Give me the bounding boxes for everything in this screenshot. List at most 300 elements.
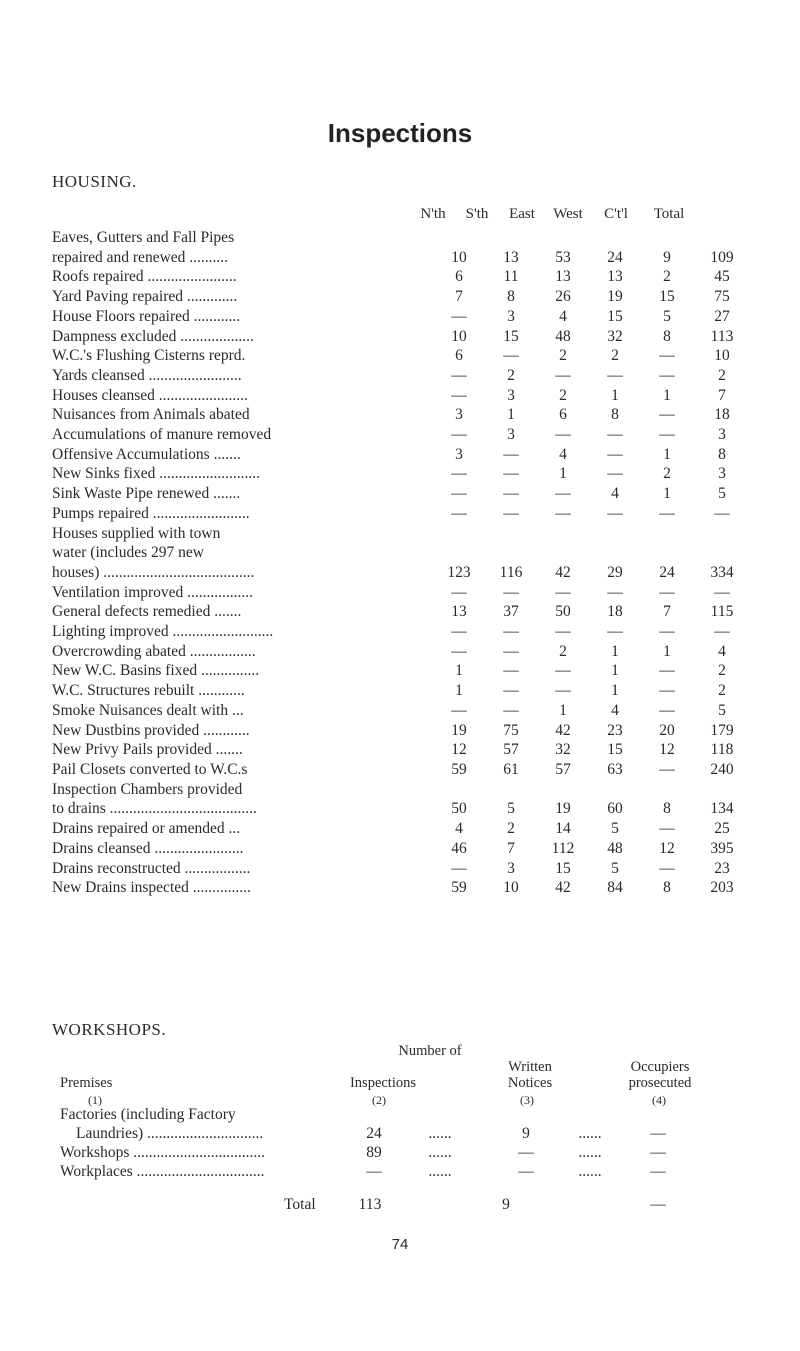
housing-row-label: Pail Closets converted to W.C.s xyxy=(52,760,248,778)
housing-cell: 5 xyxy=(611,859,619,877)
housing-cell xyxy=(537,228,589,248)
housing-cell: 50 xyxy=(555,603,571,621)
housing-cell: 1 xyxy=(611,662,619,680)
ws-dots: ...... xyxy=(578,1125,602,1142)
ws-number-of: Number of xyxy=(398,1043,462,1059)
housing-cell: 12 xyxy=(659,741,675,759)
housing-cell: 23 xyxy=(714,859,730,877)
housing-cell: — xyxy=(659,406,675,424)
page-title: Inspections xyxy=(327,118,473,148)
housing-row xyxy=(52,642,751,662)
housing-cell xyxy=(641,524,693,544)
ws-prosecuted: — xyxy=(650,1125,666,1142)
housing-cell: 5 xyxy=(718,485,726,503)
ws-inspections: — xyxy=(366,1163,382,1180)
housing-cell: 8 xyxy=(663,327,671,345)
housing-cell: 7 xyxy=(507,839,515,857)
housing-cell: 5 xyxy=(507,800,515,818)
housing-row-label: Ventilation improved ................. xyxy=(52,583,254,601)
housing-cell: 18 xyxy=(714,406,730,424)
housing-cell: 3 xyxy=(507,307,515,325)
housing-cell: 3 xyxy=(455,406,463,424)
housing-row xyxy=(52,799,751,819)
housing-cell: 59 xyxy=(451,760,467,778)
housing-cell: 60 xyxy=(607,800,623,818)
housing-cell: 7 xyxy=(663,603,671,621)
housing-row xyxy=(52,661,751,681)
housing-cell: — xyxy=(503,642,519,660)
ws-col-inspections: Inspections xyxy=(349,1075,417,1091)
ws-colnum-4: (4) xyxy=(652,1093,666,1107)
housing-row xyxy=(52,740,751,760)
housing-row xyxy=(52,878,751,898)
ws-dots: ...... xyxy=(428,1144,452,1161)
housing-cell: 84 xyxy=(607,879,623,897)
housing-cell: 50 xyxy=(451,800,467,818)
housing-cell: — xyxy=(555,583,571,601)
housing-cell: 23 xyxy=(607,721,623,739)
housing-cell xyxy=(589,524,641,544)
housing-row-label: Pumps repaired ......................... xyxy=(52,504,250,522)
housing-cell: — xyxy=(503,347,519,365)
ws-total-label: Total xyxy=(284,1196,316,1213)
housing-cell xyxy=(537,780,589,800)
housing-cell: — xyxy=(659,366,675,384)
housing-row xyxy=(52,484,751,504)
housing-row xyxy=(52,819,751,839)
ws-col-notices: Written Notices xyxy=(507,1059,553,1091)
ws-total-notices: 9 xyxy=(502,1196,510,1213)
housing-row xyxy=(52,602,751,622)
housing-cell: — xyxy=(607,623,623,641)
housing-row-label: Nuisances from Animals abated xyxy=(52,406,250,424)
housing-row xyxy=(52,464,751,484)
housing-row-label: New Dustbins provided ............ xyxy=(52,721,250,739)
housing-cell: 1 xyxy=(611,386,619,404)
housing-cell: — xyxy=(607,445,623,463)
housing-table xyxy=(52,228,751,898)
housing-cell: — xyxy=(451,642,467,660)
housing-cell: 1 xyxy=(507,406,515,424)
housing-row-label: Drains reconstructed ................. xyxy=(52,859,251,877)
housing-cell: — xyxy=(607,366,623,384)
housing-cell: 19 xyxy=(451,721,467,739)
housing-cell: — xyxy=(451,366,467,384)
housing-cell: — xyxy=(659,820,675,838)
housing-cell xyxy=(641,780,693,800)
workshops-heading: WORKSHOPS. xyxy=(52,1020,167,1039)
housing-cell xyxy=(485,543,537,563)
housing-row xyxy=(52,267,751,287)
housing-cell: 32 xyxy=(555,741,571,759)
col-west: West xyxy=(553,206,583,222)
housing-cell xyxy=(485,228,537,248)
housing-row xyxy=(52,583,751,603)
housing-row xyxy=(52,405,751,425)
housing-cell: 1 xyxy=(559,701,567,719)
housing-cell: 3 xyxy=(718,426,726,444)
housing-row-label: Smoke Nuisances dealt with ... xyxy=(52,701,244,719)
housing-cell: 334 xyxy=(710,563,734,581)
housing-cell: 46 xyxy=(451,839,467,857)
housing-cell: 15 xyxy=(555,859,571,877)
housing-cell: 10 xyxy=(503,879,519,897)
housing-cell: 18 xyxy=(607,603,623,621)
housing-row-label: Sink Waste Pipe renewed ....... xyxy=(52,485,241,503)
housing-cell: 109 xyxy=(710,248,734,266)
housing-cell: 6 xyxy=(455,268,463,286)
col-south: S'th xyxy=(465,206,489,222)
ws-prosecuted: — xyxy=(650,1144,666,1161)
housing-cell: — xyxy=(607,504,623,522)
housing-cell: — xyxy=(451,426,467,444)
housing-cell: 3 xyxy=(507,426,515,444)
housing-cell xyxy=(641,228,693,248)
housing-cell: 134 xyxy=(710,800,734,818)
page-number: 74 xyxy=(391,1236,409,1253)
housing-cell: 8 xyxy=(663,800,671,818)
housing-cell: — xyxy=(503,701,519,719)
housing-cell: — xyxy=(659,347,675,365)
housing-row xyxy=(52,760,751,780)
housing-cell: — xyxy=(503,504,519,522)
housing-row-label: Accumulations of manure removed xyxy=(52,426,272,444)
housing-cell xyxy=(485,780,537,800)
housing-cell: 42 xyxy=(555,721,571,739)
housing-cell xyxy=(433,524,485,544)
housing-cell: — xyxy=(451,701,467,719)
housing-cell: — xyxy=(451,307,467,325)
housing-cell xyxy=(693,543,751,563)
ws-notices: — xyxy=(518,1163,534,1180)
housing-cell: — xyxy=(503,465,519,483)
housing-cell: — xyxy=(555,485,571,503)
housing-cell: 37 xyxy=(503,603,519,621)
housing-cell xyxy=(641,543,693,563)
housing-cell: — xyxy=(714,504,730,522)
housing-row xyxy=(52,721,751,741)
ws-prosecuted: — xyxy=(650,1163,666,1180)
housing-cell: 15 xyxy=(607,307,623,325)
housing-cell: 29 xyxy=(607,563,623,581)
housing-row-label: Roofs repaired ....................... xyxy=(52,268,237,286)
housing-cell: 26 xyxy=(555,288,571,306)
housing-row xyxy=(52,327,751,347)
ws-dots: ...... xyxy=(578,1144,602,1161)
ws-dots: ...... xyxy=(428,1125,452,1142)
housing-row-label: New Drains inspected ............... xyxy=(52,879,251,897)
housing-cell: 2 xyxy=(611,347,619,365)
housing-cell: — xyxy=(607,426,623,444)
ws-row-label: Workplaces ................................. xyxy=(60,1163,265,1180)
housing-cell: 5 xyxy=(611,820,619,838)
housing-cell: 24 xyxy=(607,248,623,266)
housing-cell: — xyxy=(555,366,571,384)
housing-cell: 2 xyxy=(718,662,726,680)
housing-row xyxy=(52,228,751,248)
housing-cell: — xyxy=(451,485,467,503)
housing-cell: 5 xyxy=(663,307,671,325)
housing-cell xyxy=(589,228,641,248)
housing-cell: 1 xyxy=(663,642,671,660)
housing-cell: — xyxy=(503,583,519,601)
housing-cell: — xyxy=(714,623,730,641)
housing-cell: 4 xyxy=(559,445,567,463)
housing-cell xyxy=(693,228,751,248)
housing-cell: 13 xyxy=(451,603,467,621)
housing-cell: 1 xyxy=(663,445,671,463)
housing-cell: 112 xyxy=(551,839,575,857)
housing-cell: 48 xyxy=(555,327,571,345)
housing-cell: 8 xyxy=(507,288,515,306)
housing-cell: 395 xyxy=(710,839,734,857)
housing-cell: 4 xyxy=(718,642,726,660)
housing-cell xyxy=(589,780,641,800)
housing-cell: 240 xyxy=(710,760,734,778)
housing-cell: 203 xyxy=(710,879,734,897)
housing-cell: — xyxy=(555,426,571,444)
housing-cell: — xyxy=(555,623,571,641)
housing-cell: — xyxy=(659,426,675,444)
housing-row-label: Houses cleansed ....................... xyxy=(52,386,248,404)
housing-cell: 2 xyxy=(559,642,567,660)
ws-inspections: 24 xyxy=(366,1125,382,1142)
housing-cell: 4 xyxy=(559,307,567,325)
housing-cell: 75 xyxy=(714,288,730,306)
housing-cell: 48 xyxy=(607,839,623,857)
ws-dots: ...... xyxy=(578,1163,602,1180)
housing-cell: 15 xyxy=(607,741,623,759)
housing-cell: — xyxy=(503,682,519,700)
housing-cell: 2 xyxy=(663,465,671,483)
housing-cell xyxy=(537,543,589,563)
housing-cell: 15 xyxy=(659,288,675,306)
housing-row-label: W.C.'s Flushing Cisterns reprd. xyxy=(52,347,246,365)
housing-cell xyxy=(433,780,485,800)
housing-cell: — xyxy=(503,662,519,680)
ws-row-label: Workshops .................................. xyxy=(60,1144,265,1161)
housing-cell: — xyxy=(607,465,623,483)
housing-cell: — xyxy=(451,465,467,483)
housing-cell: 2 xyxy=(559,347,567,365)
ws-colnum-2: (2) xyxy=(372,1093,386,1107)
housing-cell: 10 xyxy=(451,327,467,345)
housing-cell: — xyxy=(607,583,623,601)
housing-cell: — xyxy=(659,760,675,778)
housing-row-label: Inspection Chambers provided xyxy=(52,780,243,798)
col-east: East xyxy=(509,206,535,222)
housing-row xyxy=(52,425,751,445)
housing-row-label: to drains ...................................... xyxy=(52,800,257,818)
ws-dots: ...... xyxy=(428,1163,452,1180)
ws-notices: 9 xyxy=(522,1125,530,1142)
housing-row xyxy=(52,681,751,701)
housing-row xyxy=(52,543,751,563)
housing-row-label: House Floors repaired ............ xyxy=(52,307,241,325)
housing-row xyxy=(52,287,751,307)
housing-cell: 45 xyxy=(714,268,730,286)
housing-cell: 8 xyxy=(718,445,726,463)
housing-row xyxy=(52,859,751,879)
ws-notices: — xyxy=(518,1144,534,1161)
housing-row-label: Dampness excluded ................... xyxy=(52,327,254,345)
housing-cell: 3 xyxy=(455,445,463,463)
housing-cell: 1 xyxy=(611,642,619,660)
ws-col-occupiers: Occupiers prosecuted xyxy=(628,1059,692,1091)
housing-cell: — xyxy=(555,662,571,680)
housing-cell: 7 xyxy=(455,288,463,306)
housing-cell: 20 xyxy=(659,721,675,739)
housing-cell: — xyxy=(451,504,467,522)
housing-cell: 4 xyxy=(611,701,619,719)
col-central: C't'l xyxy=(604,206,628,222)
housing-row-label: water (includes 297 new xyxy=(52,544,204,562)
housing-row-label: Lighting improved .......................... xyxy=(52,623,274,641)
ws-row-label: Laundries) .............................. xyxy=(76,1125,264,1142)
housing-cell: 1 xyxy=(663,386,671,404)
housing-cell: 24 xyxy=(659,563,675,581)
housing-cell: 61 xyxy=(503,760,519,778)
housing-cell: 115 xyxy=(710,603,734,621)
housing-cell: 2 xyxy=(559,386,567,404)
housing-cell: — xyxy=(659,623,675,641)
housing-row-label: Drains repaired or amended ... xyxy=(52,820,241,838)
housing-row xyxy=(52,504,751,524)
housing-row-label: Yard Paving repaired ............. xyxy=(52,288,238,306)
housing-cell xyxy=(433,228,485,248)
ws-colnum-1: (1) xyxy=(88,1093,102,1107)
ws-inspections: 89 xyxy=(366,1144,382,1161)
housing-row xyxy=(52,248,751,268)
housing-cell: 8 xyxy=(663,879,671,897)
housing-cell: 8 xyxy=(611,406,619,424)
housing-row-label: Offensive Accumulations ....... xyxy=(52,445,241,463)
ws-colnum-3: (3) xyxy=(520,1093,534,1107)
housing-cell: — xyxy=(659,859,675,877)
housing-row-label: Drains cleansed ....................... xyxy=(52,839,244,857)
housing-cell: 1 xyxy=(663,485,671,503)
housing-cell: 13 xyxy=(607,268,623,286)
housing-row xyxy=(52,386,751,406)
housing-cell: 75 xyxy=(503,721,519,739)
housing-cell: 53 xyxy=(555,248,571,266)
housing-cell: 2 xyxy=(718,682,726,700)
housing-cell: — xyxy=(451,583,467,601)
housing-cell: 42 xyxy=(555,563,571,581)
housing-cell xyxy=(589,543,641,563)
housing-heading: HOUSING. xyxy=(52,172,137,191)
housing-cell: 27 xyxy=(714,307,730,325)
housing-cell: 2 xyxy=(507,366,515,384)
housing-cell: 3 xyxy=(718,465,726,483)
housing-row-label: Overcrowding abated ................. xyxy=(52,642,256,660)
ws-col-premises: Premises xyxy=(60,1075,113,1091)
housing-row xyxy=(52,622,751,642)
housing-cell: 13 xyxy=(503,248,519,266)
col-north: N'th xyxy=(420,206,446,222)
housing-cell: 57 xyxy=(503,741,519,759)
housing-cell: — xyxy=(659,504,675,522)
housing-cell: 5 xyxy=(718,701,726,719)
housing-cell: — xyxy=(659,583,675,601)
housing-cell: 1 xyxy=(611,682,619,700)
housing-row-label: Eaves, Gutters and Fall Pipes xyxy=(52,229,235,246)
housing-cell: 32 xyxy=(607,327,623,345)
housing-cell: 1 xyxy=(455,662,463,680)
housing-row xyxy=(52,445,751,465)
housing-cell: 19 xyxy=(607,288,623,306)
housing-cell: 4 xyxy=(455,820,463,838)
housing-row-label: General defects remedied ....... xyxy=(52,603,242,621)
housing-cell: — xyxy=(503,623,519,641)
housing-cell: 123 xyxy=(447,563,471,581)
housing-row xyxy=(52,524,751,544)
housing-cell xyxy=(693,780,751,800)
housing-cell: 118 xyxy=(710,741,734,759)
ws-row-factories-line1: Factories (including Factory xyxy=(60,1106,236,1123)
housing-row-label: repaired and renewed .......... xyxy=(52,248,229,266)
housing-cell: 9 xyxy=(663,248,671,266)
housing-cell xyxy=(537,524,589,544)
housing-row xyxy=(52,563,751,583)
housing-cell: 116 xyxy=(499,563,523,581)
housing-cell: 19 xyxy=(555,800,571,818)
housing-cell xyxy=(433,543,485,563)
housing-cell: 10 xyxy=(451,248,467,266)
housing-cell: 179 xyxy=(710,721,734,739)
housing-cell: — xyxy=(503,485,519,503)
housing-cell: 12 xyxy=(659,839,675,857)
housing-cell: — xyxy=(503,445,519,463)
housing-cell: — xyxy=(451,623,467,641)
housing-cell: 7 xyxy=(718,386,726,404)
ws-total-prosecuted: — xyxy=(650,1196,666,1213)
housing-cell: — xyxy=(659,701,675,719)
housing-row-label: New Sinks fixed .......................... xyxy=(52,465,260,483)
housing-cell: — xyxy=(451,859,467,877)
housing-row xyxy=(52,346,751,366)
housing-cell: — xyxy=(451,386,467,404)
housing-row xyxy=(52,307,751,327)
housing-row-label: Houses supplied with town xyxy=(52,524,221,542)
housing-cell: 10 xyxy=(714,347,730,365)
housing-row xyxy=(52,780,751,800)
housing-cell: — xyxy=(714,583,730,601)
housing-cell: 11 xyxy=(503,268,519,286)
housing-row-label: Yards cleansed ........................ xyxy=(52,366,242,384)
housing-cell: 59 xyxy=(451,879,467,897)
housing-cell: 2 xyxy=(507,820,515,838)
housing-cell: 1 xyxy=(455,682,463,700)
housing-cell: 25 xyxy=(714,820,730,838)
housing-cell: 42 xyxy=(555,879,571,897)
housing-row-label: New Privy Pails provided ....... xyxy=(52,741,243,759)
housing-cell: 12 xyxy=(451,741,467,759)
housing-cell xyxy=(485,524,537,544)
housing-cell: 15 xyxy=(503,327,519,345)
housing-cell: 13 xyxy=(555,268,571,286)
housing-row-label: W.C. Structures rebuilt ............ xyxy=(52,682,245,700)
housing-row xyxy=(52,366,751,386)
housing-cell: 4 xyxy=(611,485,619,503)
housing-cell: 14 xyxy=(555,820,571,838)
housing-cell: 63 xyxy=(607,760,623,778)
housing-cell: 6 xyxy=(559,406,567,424)
housing-cell: 113 xyxy=(710,327,734,345)
housing-cell xyxy=(693,524,751,544)
housing-row xyxy=(52,839,751,859)
housing-cell: 2 xyxy=(718,366,726,384)
